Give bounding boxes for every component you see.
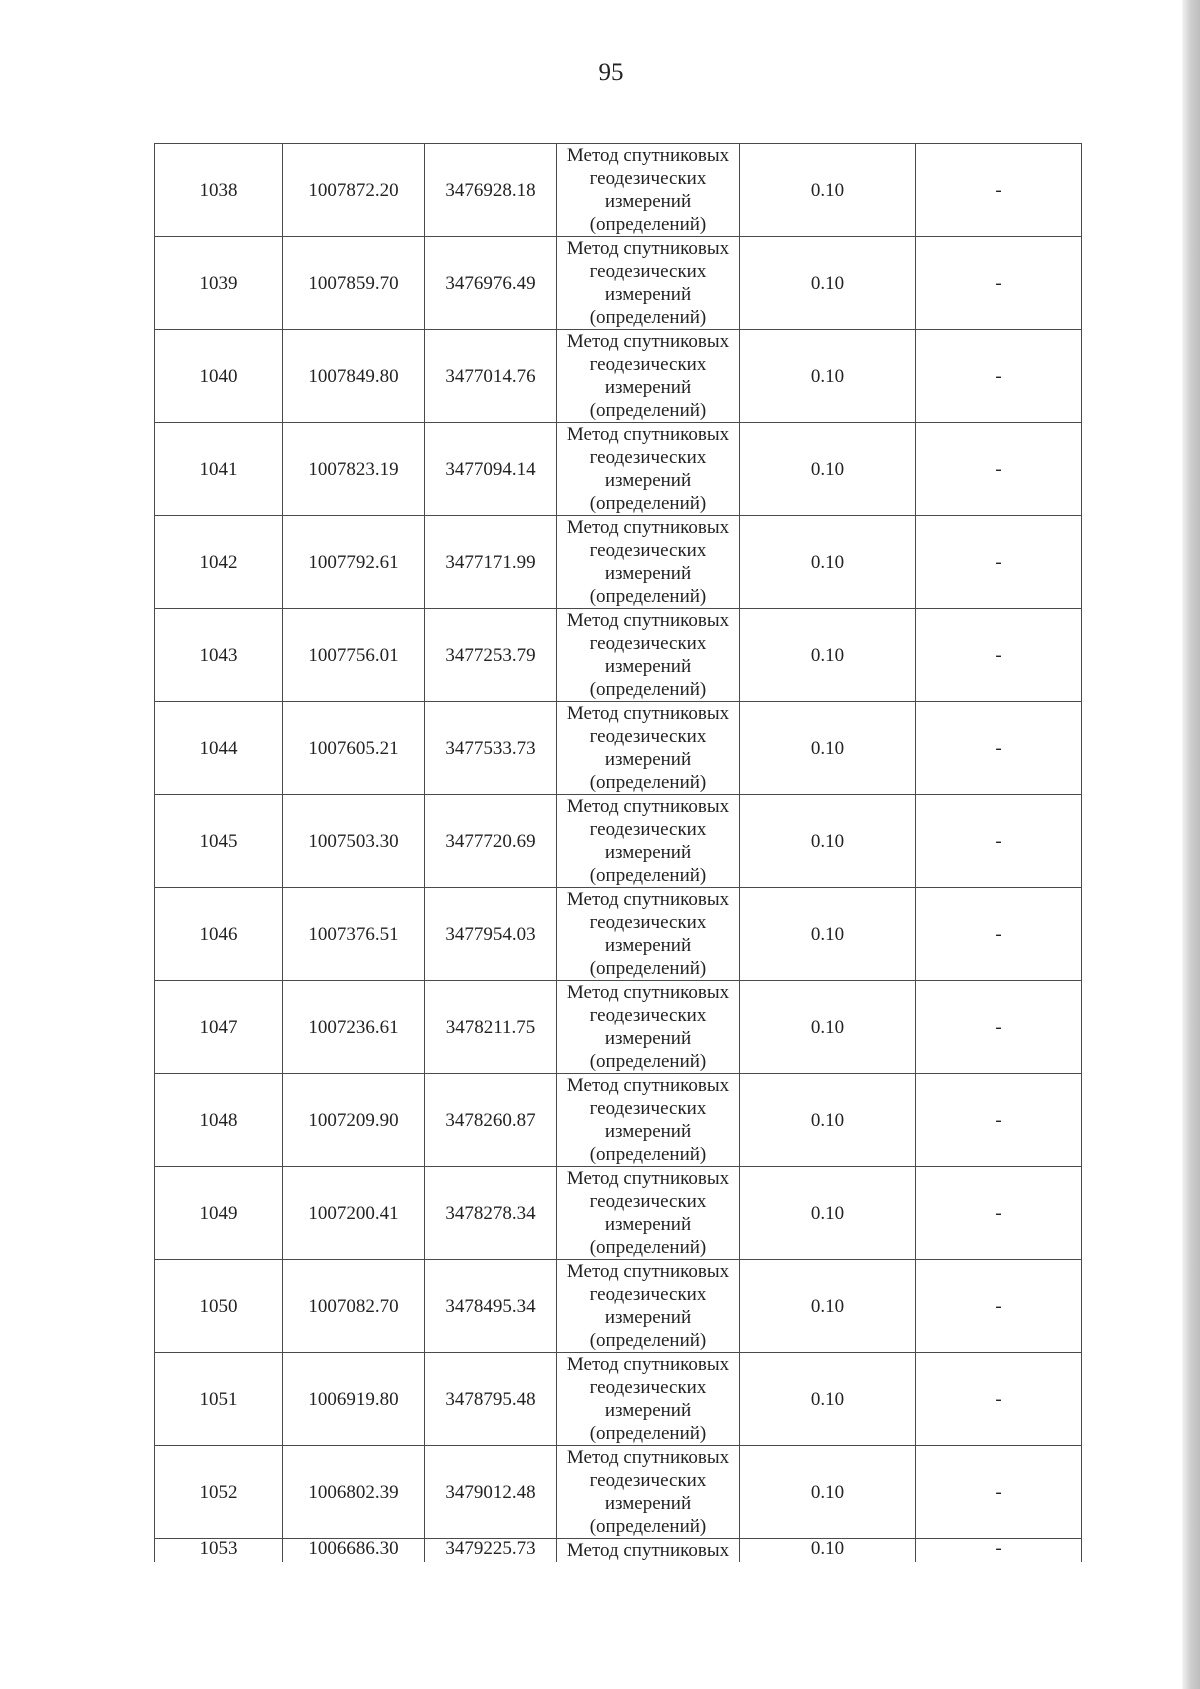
method-line: измерений xyxy=(604,1400,692,1421)
note-cell: - xyxy=(916,795,1082,888)
method-line: измерений xyxy=(604,749,692,770)
x-coordinate-cell: 1007503.30 xyxy=(283,795,425,888)
note-cell: - xyxy=(916,702,1082,795)
accuracy-cell: 0.10 xyxy=(740,702,916,795)
method-line: Метод спутниковых xyxy=(566,424,730,445)
note-cell: - xyxy=(916,423,1082,516)
y-coordinate-cell: 3479225.73 xyxy=(425,1539,557,1563)
accuracy-cell: 0.10 xyxy=(740,981,916,1074)
method-line: геодезических xyxy=(589,261,707,282)
y-coordinate-cell: 3477094.14 xyxy=(425,423,557,516)
method-cell xyxy=(557,1353,740,1446)
y-coordinate-cell: 3477533.73 xyxy=(425,702,557,795)
table-row xyxy=(155,1260,1082,1353)
method-cell xyxy=(557,1074,740,1167)
table-row xyxy=(155,144,1082,237)
x-coordinate-cell: 1006686.30 xyxy=(283,1539,425,1563)
table-row xyxy=(155,1074,1082,1167)
y-coordinate-cell: 3477720.69 xyxy=(425,795,557,888)
point-number-cell: 1052 xyxy=(155,1446,283,1539)
method-cell xyxy=(557,1260,740,1353)
point-number-cell: 1049 xyxy=(155,1167,283,1260)
method-line: геодезических xyxy=(589,1005,707,1026)
accuracy-cell: 0.10 xyxy=(740,609,916,702)
method-line: (определений) xyxy=(589,1051,707,1072)
note-cell: - xyxy=(916,144,1082,237)
method-line: (определений) xyxy=(589,958,707,979)
x-coordinate-cell: 1007849.80 xyxy=(283,330,425,423)
method-cell xyxy=(557,702,740,795)
method-line: геодезических xyxy=(589,540,707,561)
y-coordinate-cell: 3478260.87 xyxy=(425,1074,557,1167)
method-cell xyxy=(557,330,740,423)
method-line: геодезических xyxy=(589,1098,707,1119)
accuracy-cell: 0.10 xyxy=(740,795,916,888)
accuracy-cell: 0.10 xyxy=(740,1260,916,1353)
method-line: Метод спутниковых xyxy=(566,1540,730,1561)
y-coordinate-cell: 3478278.34 xyxy=(425,1167,557,1260)
method-line: измерений xyxy=(604,1028,692,1049)
method-line: измерений xyxy=(604,191,692,212)
method-line: Метод спутниковых xyxy=(566,1354,730,1375)
method-line: измерений xyxy=(604,1121,692,1142)
method-line: Метод спутниковых xyxy=(566,796,730,817)
method-line: измерений xyxy=(604,1307,692,1328)
method-cell xyxy=(557,888,740,981)
method-line: Метод спутниковых xyxy=(566,610,730,631)
x-coordinate-cell: 1007823.19 xyxy=(283,423,425,516)
method-line: Метод спутниковых xyxy=(566,982,730,1003)
table-row xyxy=(155,1167,1082,1260)
method-line: (определений) xyxy=(589,586,707,607)
point-number-cell: 1039 xyxy=(155,237,283,330)
table-row xyxy=(155,981,1082,1074)
method-cell xyxy=(557,516,740,609)
coordinates-table xyxy=(154,143,1082,1562)
method-cell xyxy=(557,795,740,888)
note-cell: - xyxy=(916,1260,1082,1353)
accuracy-cell: 0.10 xyxy=(740,516,916,609)
accuracy-cell: 0.10 xyxy=(740,888,916,981)
accuracy-cell: 0.10 xyxy=(740,237,916,330)
table-row xyxy=(155,237,1082,330)
method-line: измерений xyxy=(604,377,692,398)
note-cell: - xyxy=(916,609,1082,702)
note-cell: - xyxy=(916,237,1082,330)
table-row xyxy=(155,330,1082,423)
y-coordinate-cell: 3479012.48 xyxy=(425,1446,557,1539)
x-coordinate-cell: 1007209.90 xyxy=(283,1074,425,1167)
method-line: Метод спутниковых xyxy=(566,517,730,538)
accuracy-cell: 0.10 xyxy=(740,423,916,516)
table-row xyxy=(155,423,1082,516)
method-line: геодезических xyxy=(589,633,707,654)
y-coordinate-cell: 3476976.49 xyxy=(425,237,557,330)
note-cell: - xyxy=(916,981,1082,1074)
method-line: (определений) xyxy=(589,679,707,700)
accuracy-cell: 0.10 xyxy=(740,1167,916,1260)
accuracy-cell: 0.10 xyxy=(740,1539,916,1563)
y-coordinate-cell: 3478495.34 xyxy=(425,1260,557,1353)
accuracy-cell: 0.10 xyxy=(740,1074,916,1167)
method-line: (определений) xyxy=(589,214,707,235)
y-coordinate-cell: 3476928.18 xyxy=(425,144,557,237)
note-cell: - xyxy=(916,1167,1082,1260)
x-coordinate-cell: 1006802.39 xyxy=(283,1446,425,1539)
method-cell xyxy=(557,981,740,1074)
point-number-cell: 1053 xyxy=(155,1539,283,1563)
table-row xyxy=(155,1446,1082,1539)
method-line: (определений) xyxy=(589,1144,707,1165)
method-line: Метод спутниковых xyxy=(566,1168,730,1189)
coordinates-table-body xyxy=(155,144,1082,1563)
note-cell: - xyxy=(916,1539,1082,1563)
method-line: геодезических xyxy=(589,168,707,189)
x-coordinate-cell: 1007756.01 xyxy=(283,609,425,702)
table-row xyxy=(155,516,1082,609)
y-coordinate-cell: 3477171.99 xyxy=(425,516,557,609)
method-line: (определений) xyxy=(589,493,707,514)
method-line: геодезических xyxy=(589,1470,707,1491)
method-line: (определений) xyxy=(589,865,707,886)
point-number-cell: 1045 xyxy=(155,795,283,888)
method-line: Метод спутниковых xyxy=(566,238,730,259)
accuracy-cell: 0.10 xyxy=(740,1446,916,1539)
y-coordinate-cell: 3477253.79 xyxy=(425,609,557,702)
method-line: Метод спутниковых xyxy=(566,1261,730,1282)
point-number-cell: 1038 xyxy=(155,144,283,237)
note-cell: - xyxy=(916,1446,1082,1539)
y-coordinate-cell: 3477954.03 xyxy=(425,888,557,981)
x-coordinate-cell: 1006919.80 xyxy=(283,1353,425,1446)
note-cell: - xyxy=(916,888,1082,981)
method-cell xyxy=(557,144,740,237)
scan-page-edge xyxy=(1182,0,1200,1689)
accuracy-cell: 0.10 xyxy=(740,144,916,237)
method-line: геодезических xyxy=(589,1284,707,1305)
point-number-cell: 1046 xyxy=(155,888,283,981)
point-number-cell: 1050 xyxy=(155,1260,283,1353)
table-row xyxy=(155,609,1082,702)
y-coordinate-cell: 3478211.75 xyxy=(425,981,557,1074)
method-line: (определений) xyxy=(589,307,707,328)
method-line: (определений) xyxy=(589,772,707,793)
point-number-cell: 1043 xyxy=(155,609,283,702)
method-line: Метод спутниковых xyxy=(566,889,730,910)
method-line: измерений xyxy=(604,1493,692,1514)
x-coordinate-cell: 1007872.20 xyxy=(283,144,425,237)
point-number-cell: 1041 xyxy=(155,423,283,516)
point-number-cell: 1040 xyxy=(155,330,283,423)
point-number-cell: 1044 xyxy=(155,702,283,795)
y-coordinate-cell: 3477014.76 xyxy=(425,330,557,423)
point-number-cell: 1051 xyxy=(155,1353,283,1446)
accuracy-cell: 0.10 xyxy=(740,1353,916,1446)
table-row xyxy=(155,1353,1082,1446)
method-line: измерений xyxy=(604,842,692,863)
y-coordinate-cell: 3478795.48 xyxy=(425,1353,557,1446)
method-line: геодезических xyxy=(589,912,707,933)
point-number-cell: 1042 xyxy=(155,516,283,609)
method-line: измерений xyxy=(604,563,692,584)
method-line: Метод спутниковых xyxy=(566,145,730,166)
method-cell xyxy=(557,1539,740,1563)
method-cell xyxy=(557,1446,740,1539)
method-line: геодезических xyxy=(589,1191,707,1212)
note-cell: - xyxy=(916,516,1082,609)
table-row xyxy=(155,702,1082,795)
method-cell xyxy=(557,1167,740,1260)
method-line: Метод спутниковых xyxy=(566,1447,730,1468)
x-coordinate-cell: 1007082.70 xyxy=(283,1260,425,1353)
method-line: измерений xyxy=(604,470,692,491)
table-row xyxy=(155,795,1082,888)
page-number: 95 xyxy=(598,59,624,86)
method-line: измерений xyxy=(604,1214,692,1235)
x-coordinate-cell: 1007200.41 xyxy=(283,1167,425,1260)
x-coordinate-cell: 1007792.61 xyxy=(283,516,425,609)
note-cell: - xyxy=(916,330,1082,423)
method-line: (определений) xyxy=(589,400,707,421)
method-cell xyxy=(557,237,740,330)
x-coordinate-cell: 1007236.61 xyxy=(283,981,425,1074)
method-line: измерений xyxy=(604,656,692,677)
method-line: Метод спутниковых xyxy=(566,703,730,724)
x-coordinate-cell: 1007859.70 xyxy=(283,237,425,330)
method-line: геодезических xyxy=(589,1377,707,1398)
method-line: (определений) xyxy=(589,1423,707,1444)
method-cell xyxy=(557,609,740,702)
method-line: Метод спутниковых xyxy=(566,1075,730,1096)
accuracy-cell: 0.10 xyxy=(740,330,916,423)
method-line: геодезических xyxy=(589,819,707,840)
method-line: (определений) xyxy=(589,1237,707,1258)
method-line: измерений xyxy=(604,284,692,305)
method-line: Метод спутниковых xyxy=(566,331,730,352)
table-row xyxy=(155,1539,1082,1563)
note-cell: - xyxy=(916,1074,1082,1167)
x-coordinate-cell: 1007605.21 xyxy=(283,702,425,795)
method-cell xyxy=(557,423,740,516)
x-coordinate-cell: 1007376.51 xyxy=(283,888,425,981)
method-line: геодезических xyxy=(589,447,707,468)
method-line: (определений) xyxy=(589,1516,707,1537)
note-cell: - xyxy=(916,1353,1082,1446)
point-number-cell: 1047 xyxy=(155,981,283,1074)
method-line: (определений) xyxy=(589,1330,707,1351)
method-line: измерений xyxy=(604,935,692,956)
method-line: геодезических xyxy=(589,354,707,375)
table-row xyxy=(155,888,1082,981)
method-line: геодезических xyxy=(589,726,707,747)
point-number-cell: 1048 xyxy=(155,1074,283,1167)
